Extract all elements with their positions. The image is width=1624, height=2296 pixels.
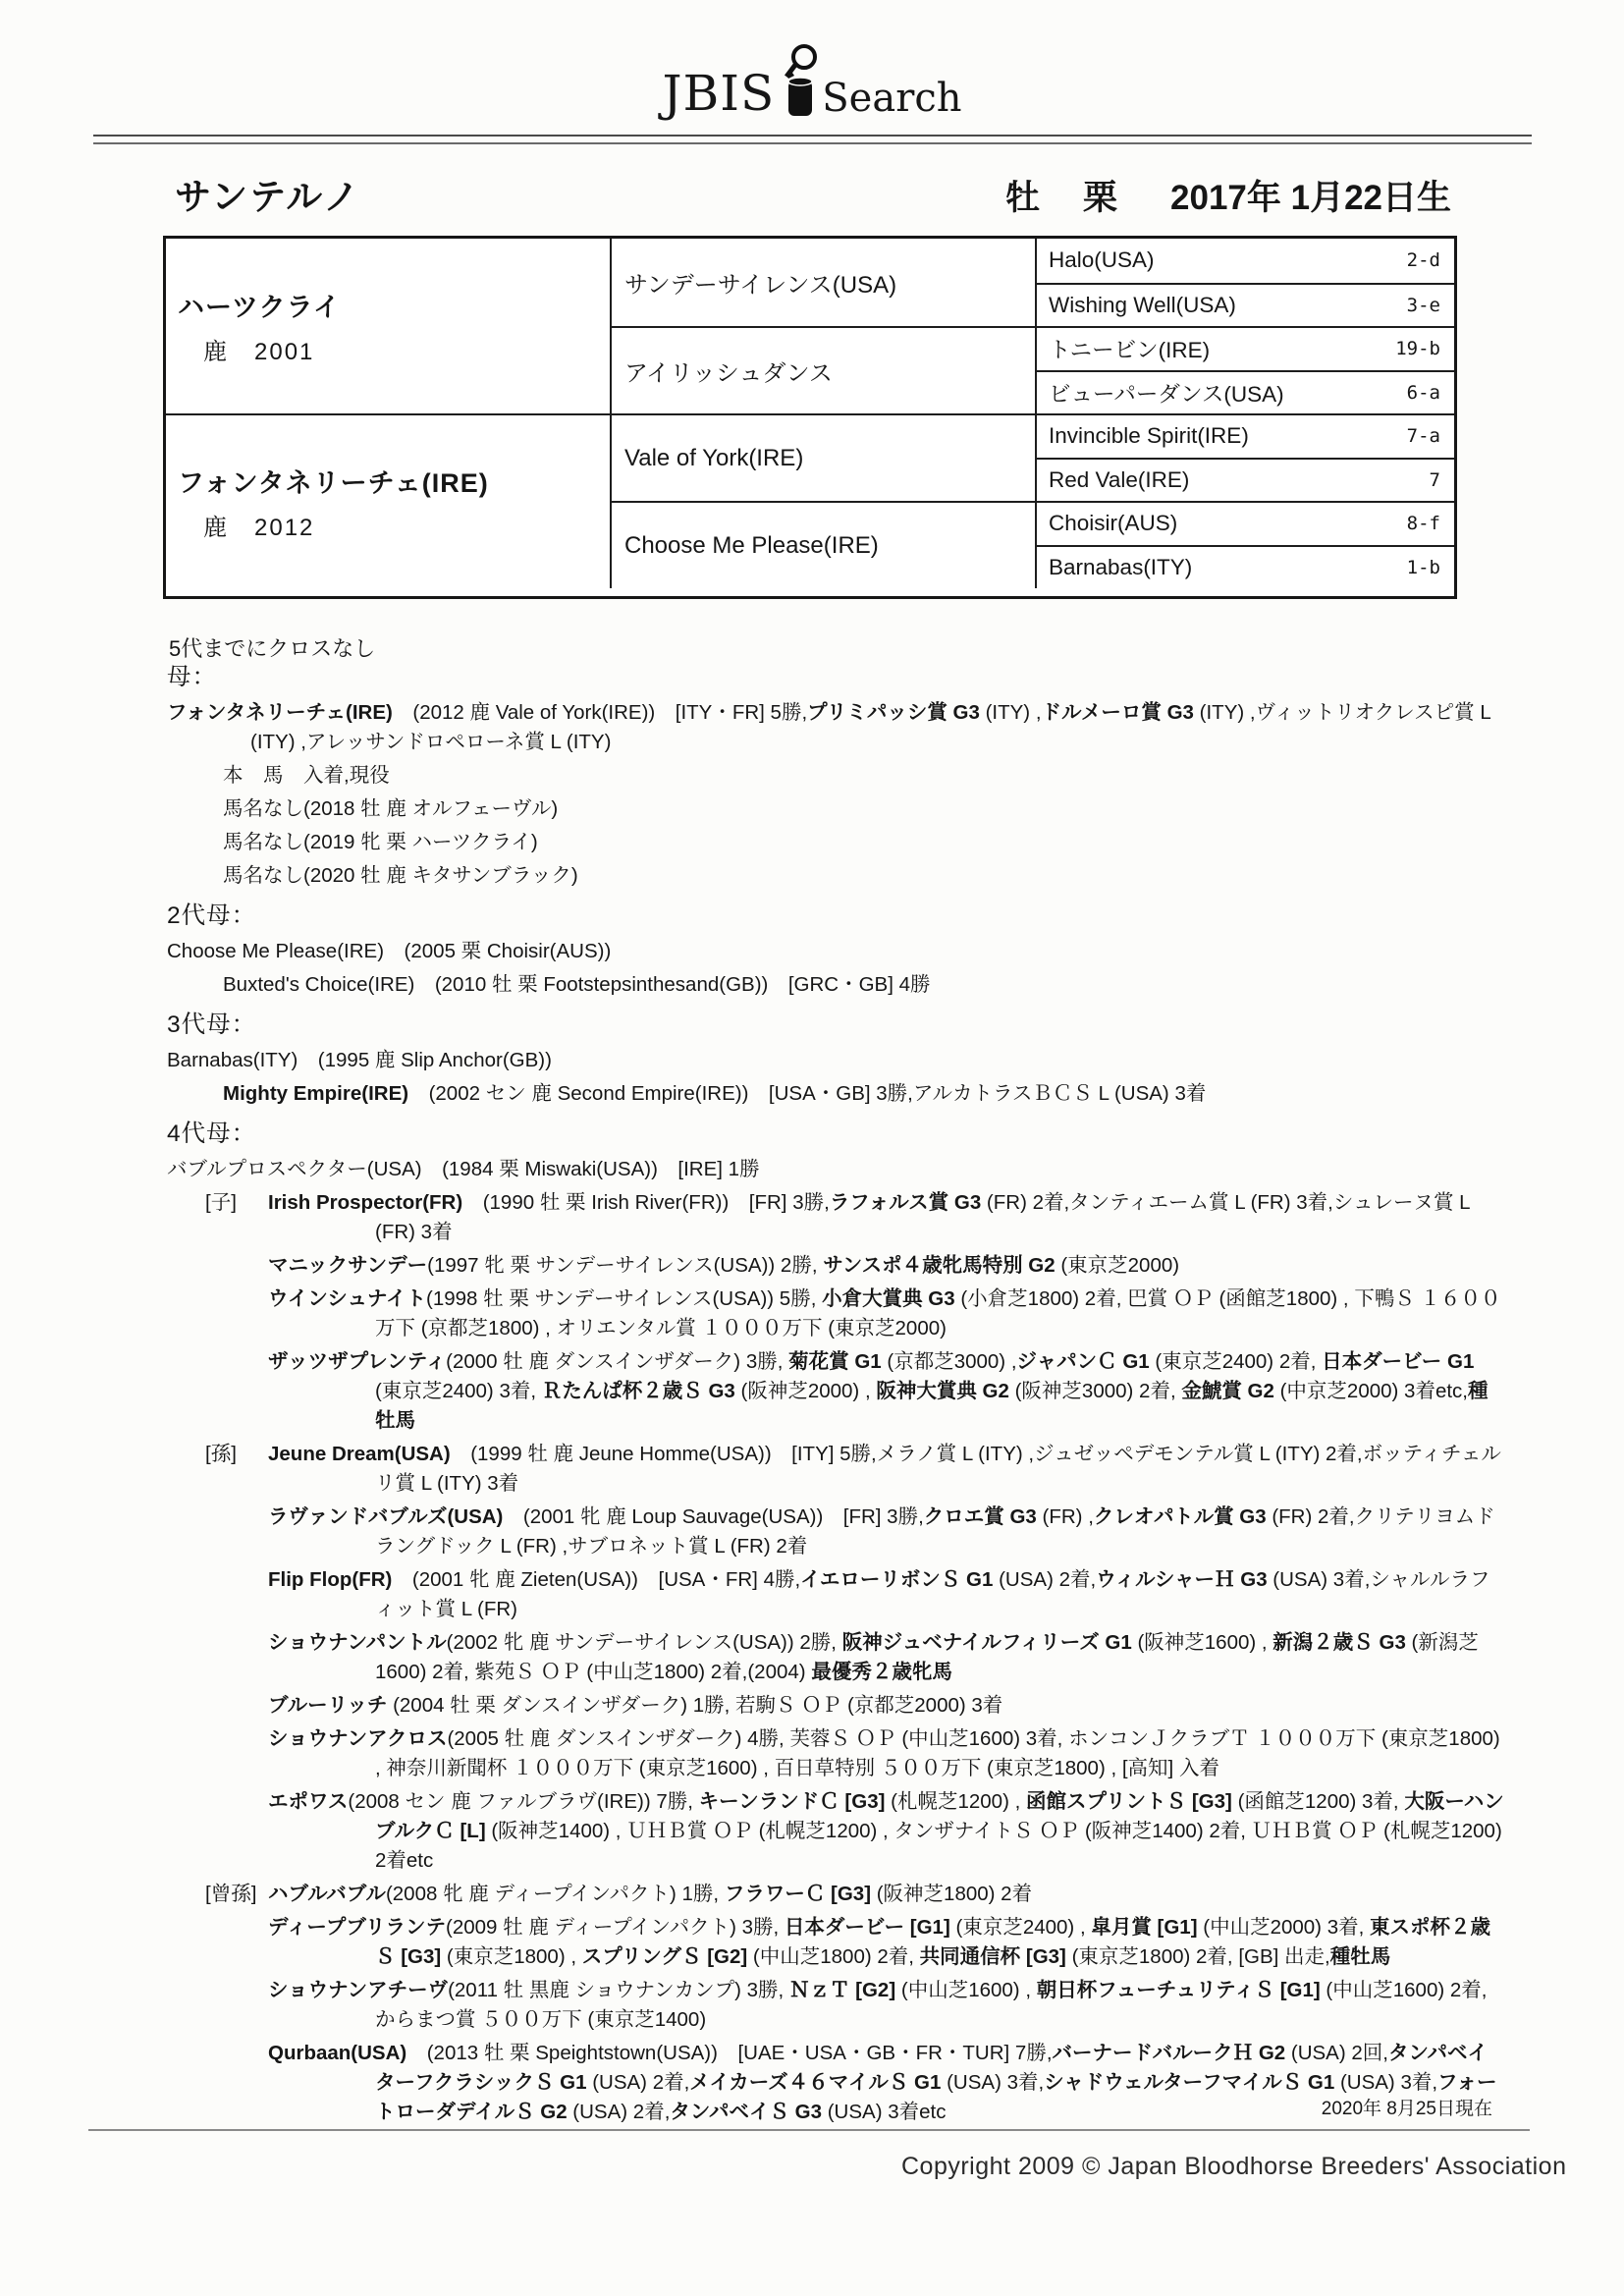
pedigree-note-line — [223, 794, 1504, 824]
plain-text: (東京芝1800) , — [441, 1945, 582, 1968]
plain-text: (阪神芝3000) 2着, — [1008, 1380, 1182, 1402]
plain-text: (USA) 3着, — [1334, 2071, 1438, 2094]
sex-coat-birth — [1005, 171, 1451, 220]
plain-text: (2013 牡 栗 Speightstown(USA)) [UAE・USA・GB・FR・TUR] 7勝, — [406, 2042, 1053, 2064]
pedigree-greatgrandparent-cell — [1035, 458, 1454, 502]
emphasized-text: メイカーズ４６マイルＳ G1 — [689, 2071, 942, 2094]
pedigree-note-line — [223, 761, 1504, 791]
emphasized-text: 種牡馬 — [1329, 1945, 1391, 1968]
plain-text: (東京芝1800) 2着, [GB] 出走, — [1065, 1945, 1330, 1968]
coat-label: 栗 — [1083, 179, 1118, 217]
plain-text: (1997 牝 栗 サンデーサイレンス(USA)) 2勝, — [427, 1254, 824, 1277]
pedigree-greatgrandparent-cell — [1035, 326, 1454, 370]
emphasized-text: クロエ賞 G3 — [923, 1505, 1037, 1528]
emphasized-text: マニックサンデー — [268, 1254, 428, 1277]
emphasized-text: Jeune Dream(USA) — [268, 1443, 451, 1465]
emphasized-text: 日本ダービー G1 — [1322, 1350, 1475, 1373]
emphasized-text: フラワーＣ [G3] — [724, 1883, 872, 1905]
pedigree-greatgrandparent-cell — [1035, 501, 1454, 545]
logo-jbis-text: JBIS — [662, 65, 776, 122]
pedigree-grandparent-cell: Vale of York(IRE) — [610, 413, 1035, 501]
plain-text: 本 馬 入着,現役 — [223, 764, 390, 787]
pedigree-greatgrandparent-cell — [1035, 545, 1454, 589]
pedigree-note-line — [223, 1079, 1504, 1109]
emphasized-text: ウィルシャーＨ G3 — [1096, 1568, 1268, 1591]
plain-text: (2009 牡 鹿 ディープインパクト) 3勝, — [446, 1916, 785, 1939]
ancestor-name: Red Vale(IRE) — [1049, 466, 1190, 492]
emphasized-text: ショウナンアチーヴ — [268, 1979, 449, 2001]
family-number-code: 6-a — [1406, 381, 1440, 404]
plain-text: (2008 牝 鹿 ディープインパクト) 1勝, — [385, 1883, 725, 1905]
emphasized-text: 東スポ杯２歳Ｓ [G3] — [375, 1916, 1490, 1968]
pedigree-grandparent-cell: Choose Me Please(IRE) — [610, 501, 1035, 588]
ancestor-name: トニービン(IRE) — [1049, 338, 1211, 363]
section-heading: 2代母： — [167, 902, 257, 929]
plain-text: (中山芝1600) 2着, からまつ賞 ５００万下 (東京芝1400) — [375, 1979, 1488, 2031]
pedigree-note-line — [167, 698, 1504, 757]
emphasized-text: Flip Flop(FR) — [268, 1568, 393, 1591]
jbis-search-logo — [0, 43, 1624, 122]
emphasized-text: ジャパンＣ G1 — [1016, 1350, 1150, 1373]
emphasized-text: 金鯱賞 G2 — [1181, 1380, 1274, 1402]
plain-text: (2002 セン 鹿 Second Empire(IRE)) [USA・GB] 3勝,アルカトラスＢＣＳ L (USA) 3着 — [408, 1082, 1207, 1105]
pedigree-note-line — [223, 828, 1504, 857]
copyright-notice: Copyright 2009 © Japan Bloodhorse Breeders' Association — [901, 2153, 1567, 2180]
plain-text: (USA) 3着,シャルルラフィット賞 L (FR) — [375, 1568, 1490, 1620]
relation-label: [子] — [205, 1191, 237, 1214]
title-row — [175, 167, 1451, 220]
pedigree-note-line — [167, 1565, 1504, 1624]
emphasized-text: ラヴァンドバブルズ(USA) — [268, 1505, 504, 1528]
ancestor-name: Barnabas(ITY) — [1049, 554, 1193, 579]
emphasized-text: 大阪ーハンブルクＣ [L] — [375, 1790, 1504, 1842]
emphasized-text: キーンランドＣ [G3] — [698, 1790, 886, 1813]
family-number-code: 3-e — [1406, 294, 1440, 316]
emphasized-text: イエローリボンＳ G1 — [800, 1568, 994, 1591]
pedigree-note-line — [167, 1251, 1504, 1281]
pedigree-note-line — [167, 1503, 1504, 1561]
emphasized-text: ラフォルス賞 G3 — [829, 1191, 982, 1214]
plain-text: (中山芝1600) , — [895, 1979, 1037, 2001]
pedigree-greatgrandparent-cell — [1035, 370, 1454, 414]
plain-text: (2012 鹿 Vale of York(IRE)) [ITY・FR] 5勝, — [392, 701, 808, 724]
relation-label: [曾孫] — [205, 1883, 257, 1905]
ancestor-name: Choisir(AUS) — [1049, 511, 1178, 536]
emphasized-text: 菊花賞 G1 — [788, 1350, 882, 1373]
pedigree-grandparent-cell: サンデーサイレンス(USA) — [610, 239, 1035, 326]
plain-text: (2000 牡 鹿 ダンスインザダーク) 3勝, — [446, 1350, 789, 1373]
emphasized-text: ショウナンパントル — [268, 1631, 447, 1654]
pedigree-note-line — [167, 1285, 1504, 1343]
emphasized-text: Mighty Empire(IRE) — [223, 1082, 409, 1105]
ancestor-name: ビューパーダンス(USA) — [1049, 381, 1284, 407]
pedigree-parent-cell — [166, 239, 610, 413]
parent-coat-year: 鹿 2001 — [203, 339, 315, 365]
plain-text: (FR) 2着,タンティエーム賞 L (FR) 3着,シュレーヌ賞 L (FR) 3着 — [375, 1191, 1470, 1243]
family-number-code: 7-a — [1406, 425, 1440, 448]
pedigree-note-line — [167, 1691, 1504, 1721]
emphasized-text: ザッツザプレンティ — [268, 1350, 447, 1373]
female-family-notes — [167, 652, 1504, 2131]
emphasized-text: シャドウェルターフマイルＳ G1 — [1044, 2071, 1335, 2094]
parent-name: ハーツクライ — [178, 293, 341, 322]
plain-text: (USA) 2回, — [1285, 2042, 1388, 2064]
plain-text: (東京芝2000) — [1055, 1254, 1180, 1277]
emphasized-text: 阪神大賞典 G2 — [876, 1380, 1009, 1402]
pedigree-note-line — [167, 1440, 1504, 1499]
plain-text: (ITY) ,ヴィットリオクレスピ賞 L (ITY) ,アレッサンドロペローネ賞 L (ITY) — [250, 701, 1490, 753]
magnifier-jug-icon — [779, 43, 822, 118]
emphasized-text: ＮｚＴ [G2] — [788, 1979, 896, 2001]
emphasized-text: 種牡馬 — [375, 1380, 1489, 1432]
pedigree-note-line — [167, 937, 1504, 966]
plain-text: 馬名なし(2019 牝 栗 ハーツクライ) — [223, 831, 538, 853]
footer-divider — [88, 2129, 1530, 2131]
emphasized-text: フォートローダデイルＳ G2 — [375, 2071, 1497, 2123]
plain-text: (2001 牝 鹿 Loup Sauvage(USA)) [FR] 3勝, — [503, 1505, 924, 1528]
plain-text: (2011 牡 黒鹿 ショウナンカンプ) 3勝, — [448, 1979, 789, 2001]
plain-text: 馬名なし(2020 牡 鹿 キタサンブラック) — [223, 864, 578, 887]
relation-label: [孫] — [205, 1443, 237, 1465]
emphasized-text: 共同通信杯 [G3] — [919, 1945, 1066, 1968]
parent-coat-year: 鹿 2012 — [203, 515, 315, 541]
emphasized-text: 小倉大賞典 G3 — [822, 1287, 955, 1310]
emphasized-text: ハブルバブル — [268, 1883, 386, 1905]
pedigree-note-line — [167, 1155, 1504, 1184]
emphasized-text: 函館スプリントＳ [G3] — [1025, 1790, 1232, 1813]
ancestor-name: Halo(USA) — [1049, 247, 1155, 273]
emphasized-text: 朝日杯フューチュリティＳ [G1] — [1036, 1979, 1321, 2001]
emphasized-text: 日本ダービー [G1] — [784, 1916, 950, 1939]
pedigree-note-line — [167, 1787, 1504, 1876]
emphasized-text: ウインシュナイト — [268, 1287, 427, 1310]
parent-name: フォンタネリーチェ(IRE) — [178, 468, 489, 498]
emphasized-text: フォンタネリーチェ(IRE) — [167, 701, 393, 724]
logo-search-text: Search — [822, 76, 962, 121]
emphasized-text: サンスポ４歳牝馬特別 G2 — [823, 1254, 1056, 1277]
inbreeding-cross-note: 5代までにクロスなし — [169, 636, 376, 661]
plain-text: (京都芝3000) , — [881, 1350, 1017, 1373]
plain-text: (札幌芝1200) , — [885, 1790, 1026, 1813]
pedigree-note-line — [167, 1976, 1504, 2035]
plain-text: (ITY) , — [979, 701, 1042, 724]
ancestor-name: Invincible Spirit(IRE) — [1049, 423, 1249, 449]
plain-text: Choose Me Please(IRE) (2005 栗 Choisir(AUS)) — [167, 940, 612, 962]
ancestor-name: Wishing Well(USA) — [1049, 292, 1236, 317]
plain-text: (小倉芝1800) 2着, 巴賞 ＯＰ (函館芝1800) , 下鴨Ｓ １６００万下 (京都芝1800) , オリエンタル賞 １０００万下 (東京芝2000) — [375, 1287, 1501, 1339]
pedigree-note-line — [223, 861, 1504, 891]
plain-text: (USA) 2着, — [993, 1568, 1097, 1591]
plain-text: (2001 牝 鹿 Zieten(USA)) [USA・FR] 4勝, — [392, 1568, 801, 1591]
emphasized-text: バーナードバルークＨ G2 — [1052, 2042, 1286, 2064]
plain-text: (中京芝2000) 3着etc, — [1273, 1380, 1468, 1402]
plain-text: (阪神芝1400) , ＵＨＢ賞 ＯＰ (札幌芝1200) , タンザナイトＳ ＯＰ (阪神芝1400) 2着, ＵＨＢ賞 ＯＰ (札幌芝1200) 2着etc — [375, 1820, 1502, 1872]
plain-text: (阪神芝1600) , — [1131, 1631, 1273, 1654]
family-number-code: 2-d — [1406, 249, 1440, 272]
plain-text: (2002 牝 鹿 サンデーサイレンス(USA)) 2勝, — [446, 1631, 842, 1654]
data-as-of-date: 2020年 8月25日現在 — [1321, 2099, 1492, 2119]
pedigree-note-line — [167, 1188, 1504, 1247]
emphasized-text: クレオパトル賞 G3 — [1093, 1505, 1267, 1528]
section-heading: 3代母： — [167, 1011, 257, 1038]
emphasized-text: プリミパッシ賞 G3 — [807, 701, 980, 724]
emphasized-text: Irish Prospector(FR) — [268, 1191, 463, 1214]
plain-text: (USA) 2着, — [567, 2101, 671, 2123]
plain-text: (2004 牡 栗 ダンスインザダーク) 1勝, 若駒Ｓ ＯＰ (京都芝2000) 3着 — [387, 1694, 1003, 1717]
plain-text: (2005 牡 鹿 ダンスインザダーク) 4勝, 芙蓉Ｓ ＯＰ (中山芝1600) 3着, ホンコンＪクラブＴ １０００万下 (東京芝1800) , 神奈川新聞杯 １０００万下 (東京芝1600) , 百日草特別 ５００万下 (東京芝1800) , [高知] 入着 — [375, 1727, 1500, 1779]
plain-text: (1998 牡 栗 サンデーサイレンス(USA)) 5勝, — [426, 1287, 823, 1310]
pedigree-note-line — [167, 1913, 1504, 1972]
emphasized-text: ドルメーロ賞 G3 — [1041, 701, 1194, 724]
emphasized-text: スプリングＳ [G2] — [581, 1945, 748, 1968]
plain-text: (函館芝1200) 3着, — [1231, 1790, 1405, 1813]
family-number-code: 19-b — [1395, 338, 1440, 360]
plain-text: (FR) , — [1036, 1505, 1094, 1528]
emphasized-text: ブルーリッチ — [268, 1694, 388, 1717]
plain-text: (中山芝2000) 3着, — [1197, 1916, 1370, 1939]
plain-text: 馬名なし(2018 牡 鹿 オルフェーヴル) — [223, 797, 559, 820]
emphasized-text: 最優秀２歳牝馬 — [811, 1661, 952, 1683]
pedigree-grandparent-cell: アイリッシュダンス — [610, 326, 1035, 413]
emphasized-text: 新潟２歳Ｓ G3 — [1272, 1631, 1406, 1654]
family-number-code: 8-f — [1406, 513, 1440, 535]
page-title-horse-name: サンテルノ — [175, 177, 361, 217]
plain-text: (USA) 3着etc — [822, 2101, 947, 2123]
plain-text: Barnabas(ITY) (1995 鹿 Slip Anchor(GB)) — [167, 1049, 552, 1071]
plain-text: (東京芝2400) 3着, — [375, 1380, 542, 1402]
pedigree-note-line — [167, 1880, 1504, 1909]
plain-text: (阪神芝1800) 2着 — [871, 1883, 1033, 1905]
emphasized-text: タンパベイターフクラシックＳ G1 — [375, 2042, 1489, 2094]
pedigree-greatgrandparent-cell — [1035, 239, 1454, 283]
plain-text: (USA) 3着, — [941, 2071, 1045, 2094]
emphasized-text: 阪神ジュベナイルフィリーズ G1 — [841, 1631, 1132, 1654]
emphasized-text: 皐月賞 [G1] — [1091, 1916, 1198, 1939]
emphasized-text: ディープブリランテ — [268, 1916, 447, 1939]
plain-text: (1999 牡 鹿 Jeune Homme(USA)) [ITY] 5勝,メラノ賞 L (ITY) ,ジュゼッペデモンテル賞 L (ITY) 2着,ボッティチェルリ賞 L (ITY) 3着 — [375, 1443, 1501, 1495]
emphasized-text: エポワス — [268, 1790, 349, 1813]
emphasized-text: ショウナンアクロス — [268, 1727, 448, 1750]
pedigree-note-line — [167, 1046, 1504, 1075]
emphasized-text: タンパベイＳ G3 — [670, 2101, 823, 2123]
plain-text: (1990 牡 栗 Irish River(FR)) [FR] 3勝, — [462, 1191, 830, 1214]
pedigree-note-line — [167, 2039, 1504, 2127]
plain-text: (中山芝1800) 2着, — [747, 1945, 920, 1968]
birth-date: 2017年 1月22日生 — [1170, 179, 1451, 217]
emphasized-text: Ｒたんぱ杯２歳Ｓ G3 — [541, 1380, 735, 1402]
section-heading: 4代母： — [167, 1121, 257, 1147]
plain-text: (2008 セン 鹿 ファルブラヴ(IRE)) 7勝, — [348, 1790, 699, 1813]
pedigree-table — [163, 236, 1457, 599]
emphasized-text: Qurbaan(USA) — [268, 2042, 407, 2064]
plain-text: Buxted's Choice(IRE) (2010 牡 栗 Footstepsinthesand(GB)) [GRC・GB] 4勝 — [223, 973, 931, 996]
pedigree-note-line — [167, 1628, 1504, 1687]
pedigree-note-line — [223, 970, 1504, 1000]
plain-text: バブルプロスペクター(USA) (1984 栗 Miswaki(USA)) [IRE] 1勝 — [167, 1158, 760, 1180]
section-heading: 母： — [167, 664, 217, 690]
plain-text: (新潟芝1600) 2着, 紫苑Ｓ ＯＰ (中山芝1800) 2着,(2004) — [375, 1631, 1479, 1683]
pedigree-greatgrandparent-cell — [1035, 283, 1454, 327]
plain-text: (東京芝2400) , — [949, 1916, 1092, 1939]
plain-text: (東京芝2400) 2着, — [1149, 1350, 1323, 1373]
sex-label: 牡 — [1004, 179, 1040, 217]
plain-text: (FR) 2着,クリテリヨムドラングドック L (FR) ,サブロネット賞 L (FR) 2着 — [375, 1505, 1495, 1558]
pedigree-note-line — [167, 1347, 1504, 1436]
plain-text: (USA) 2着, — [586, 2071, 690, 2094]
header-divider — [93, 135, 1532, 144]
plain-text: (阪神芝2000) , — [734, 1380, 877, 1402]
pedigree-note-line — [167, 1724, 1504, 1783]
pedigree-parent-cell — [166, 413, 610, 588]
pedigree-greatgrandparent-cell — [1035, 413, 1454, 458]
family-number-code: 7 — [1429, 468, 1440, 491]
family-number-code: 1-b — [1406, 556, 1440, 578]
